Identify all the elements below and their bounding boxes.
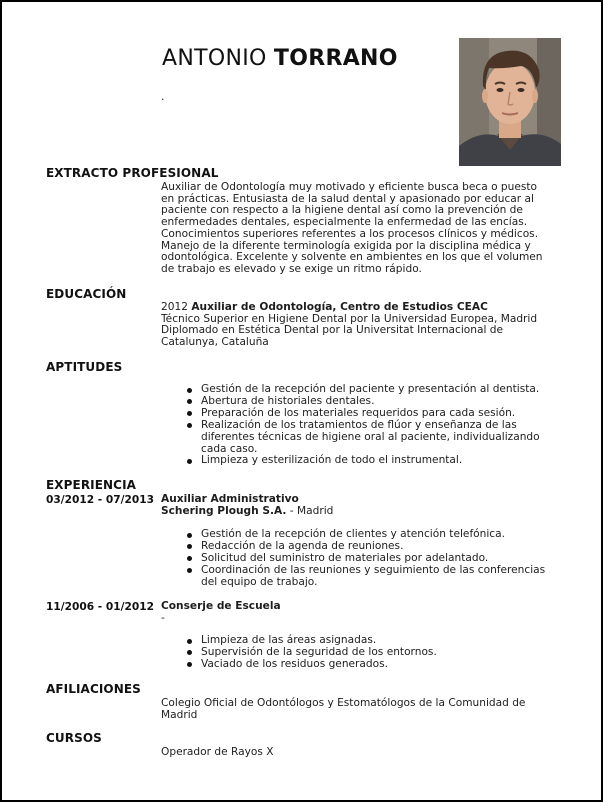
profile-summary — [161, 182, 561, 276]
education-degree: Auxiliar de Odontología, Centro de Estudios CEAC — [191, 301, 488, 313]
job-header — [161, 494, 333, 518]
skills-list — [201, 384, 561, 467]
portrait-illustration — [459, 38, 561, 166]
job-duties-list — [201, 529, 561, 589]
last-name: TORRANO — [273, 46, 398, 71]
affiliations-section-title: AFILIACIONES — [46, 682, 141, 696]
profile-line: Auxiliar de Odontología muy motivado y eficiente busca beca o puesto — [161, 181, 538, 193]
job-dates: 11/2006 - 01/2012 — [46, 601, 154, 613]
job-header — [161, 601, 281, 625]
profile-line: odontológica. Excelente y solvente en ambientes en los que el volumen — [161, 251, 543, 264]
education-line: Diplomado en Estética Dental por la Universitat Internacional de — [161, 324, 504, 337]
courses-section-title: CURSOS — [46, 731, 102, 745]
skill-item: Limpieza y esterilización de todo el instrumental. — [201, 455, 561, 467]
job-duty-item: Coordinación de las reuniones y seguimiento de las conferencias del equipo de trabajo. — [201, 565, 561, 589]
education-heading — [161, 302, 561, 314]
job-title: Auxiliar Administrativo — [161, 493, 299, 505]
job-duty-item: Vaciado de los residuos generados. — [201, 659, 561, 671]
profile-line: paciente con respecto a la higiene dental así como la prevención de — [161, 204, 523, 217]
subtitle: . — [161, 90, 165, 103]
affiliation-line: Madrid — [161, 708, 198, 721]
job-dates: 03/2012 - 07/2013 — [46, 494, 154, 506]
experience-section-title: EXPERIENCIA — [46, 478, 137, 492]
skill-item: Realización de los tratamientos de flúor y enseñanza de las diferentes técnicas de higiene oral al paciente, individualizando cada caso. — [201, 420, 561, 456]
skill-item: Preparación de los materiales requeridos para cada sesión. — [201, 408, 561, 420]
skills-section-title: APTITUDES — [46, 360, 123, 374]
affiliations-text — [161, 698, 561, 721]
job-duty-item: Supervisión de la seguridad de los entornos. — [201, 647, 561, 659]
profile-line: en prácticas. Entusiasta de la salud dental y apasionado por educar al — [161, 192, 534, 205]
candidate-name — [162, 46, 398, 71]
profile-line: Manejo de la diferente terminología exigida por la disciplina médica y — [161, 239, 531, 252]
job-location: - Madrid — [286, 504, 334, 517]
job-duty-item: Gestión de la recepción de clientes y atención telefónica. — [201, 529, 561, 541]
job-duty-item: Solicitud del suministro de materiales por adelantado. — [201, 553, 561, 565]
education-line: Catalunya, Cataluña — [161, 336, 269, 349]
job-company: Schering Plough S.A. — [161, 504, 287, 517]
education-entry — [161, 302, 561, 349]
profile-line: enfermedades dentales, especialmente la enfermedad de las encías. — [161, 216, 528, 229]
education-section-title: EDUCACIÓN — [46, 287, 127, 301]
course-item: Operador de Rayos X — [161, 746, 274, 758]
job-duties-list — [201, 635, 561, 671]
profile-section-title: EXTRACTO PROFESIONAL — [46, 166, 219, 180]
profile-photo — [459, 38, 561, 166]
job-location: - — [161, 611, 165, 624]
skill-item: Abertura de historiales dentales. — [201, 396, 561, 408]
affiliation-line: Colegio Oficial de Odontólogos y Estomatólogos de la Comunidad de — [161, 697, 526, 709]
first-name: ANTONIO — [162, 46, 267, 71]
education-line: Técnico Superior en Higiene Dental por la Universidad Europea, Madrid — [161, 312, 538, 325]
profile-line: de trabajo es elevado y se exige un ritmo rápido. — [161, 262, 422, 275]
job-duty-item: Redacción de la agenda de reuniones. — [201, 541, 561, 553]
education-year: 2012 — [161, 301, 188, 313]
skill-item: Gestión de la recepción del paciente y presentación al dentista. — [201, 384, 561, 396]
profile-line: Conocimientos superiores referentes a los procesos clínicos y médicos. — [161, 227, 539, 240]
job-duty-item: Limpieza de las áreas asignadas. — [201, 635, 561, 647]
job-title: Conserje de Escuela — [161, 600, 281, 612]
